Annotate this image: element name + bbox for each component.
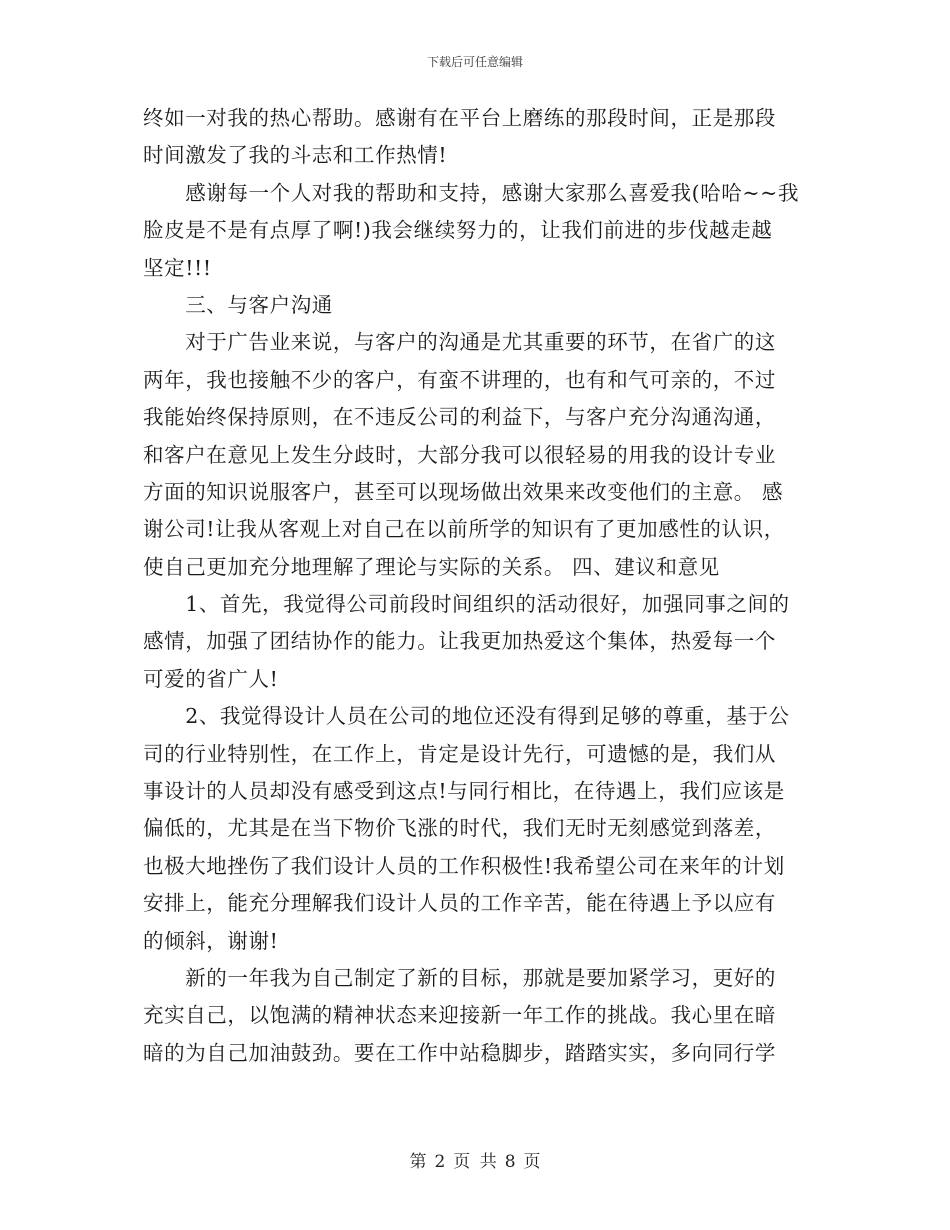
text-line: 脸皮是不是有点厚了啊!)我会继续努力的，让我们前进的步伐越走越	[143, 218, 773, 243]
text-line: 感情，加强了团结协作的能力。让我更加热爱这个集体，热爱每一个	[143, 629, 776, 654]
text-line: 安排上，能充分理解我们设计人员的工作辛苦，能在待遇上予以应有	[143, 891, 776, 916]
text-line: 2、我觉得设计人员在公司的地位还没有得到足够的尊重，基于公	[143, 704, 790, 729]
text-line: 时间激发了我的斗志和工作热情!	[143, 143, 448, 168]
text-line: 终如一对我的热心帮助。感谢有在平台上磨练的那段时间，正是那段	[143, 106, 776, 130]
text-line: 坚定!!!	[143, 255, 212, 280]
text-line: 暗的为自己加油鼓劲。要在工作中站稳脚步，踏踏实实，多向同行学	[143, 1040, 776, 1065]
page-header: 下载后可任意编辑	[426, 55, 523, 69]
text-line: 使自己更加充分地理解了理论与实际的关系。 四、建议和意见	[143, 554, 720, 579]
text-line: 也极大地挫伤了我们设计人员的工作积极性!我希望公司在来年的计划	[143, 853, 785, 878]
text-line: 和客户在意见上发生分歧时，大部分我可以很轻易的用我的设计专业	[143, 442, 776, 467]
page-label-prefix: 第	[409, 1152, 427, 1172]
text-line: 1、首先，我觉得公司前段时间组织的活动很好，加强同事之间的	[143, 592, 790, 617]
text-line: 充实自己，以饱满的精神状态来迎接新一年工作的挑战。我心里在暗	[143, 1003, 776, 1028]
text-line: 两年，我也接触不少的客户，有蛮不讲理的，也有和气可亲的，不过	[143, 367, 776, 392]
text-line: 对于广告业来说，与客户的沟通是尤其重要的环节，在省广的这	[143, 330, 776, 355]
text-line: 事设计的人员却没有感受到这点!与同行相比，在待遇上，我们应该是	[143, 779, 785, 804]
document-body	[143, 100, 805, 1072]
text-line: 的倾斜，谢谢!	[143, 928, 279, 953]
page-number-total: 8	[504, 1152, 516, 1172]
text-line: 可爱的省广人!	[143, 666, 279, 691]
body-text	[143, 100, 805, 1072]
page-label-suffix: 页	[523, 1152, 541, 1172]
page-number-current: 2	[434, 1152, 446, 1172]
text-line: 谢公司!让我从客观上对自己在以前所学的知识有了更加感性的认识，	[143, 517, 785, 542]
text-line: 偏低的，尤其是在当下物价飞涨的时代，我们无时无刻感觉到落差，	[143, 816, 776, 841]
text-line: 新的一年我为自己制定了新的目标，那就是要加紧学习，更好的	[143, 965, 776, 990]
text-line: 我能始终保持原则，在不违反公司的利益下，与客户充分沟通沟通，	[143, 405, 776, 430]
text-line: 方面的知识说服客户，甚至可以现场做出效果来改变他们的主意。 感	[143, 479, 784, 504]
text-line: 感谢每一个人对我的帮助和支持，感谢大家那么喜爱我(哈哈~~我	[143, 180, 800, 205]
text-line: 司的行业特别性，在工作上，肯定是设计先行，可遗憾的是，我们从	[143, 741, 776, 766]
page-footer	[0, 1150, 950, 1174]
page-label-mid: 页 共	[453, 1152, 497, 1172]
section-heading: 三、与客户沟通	[143, 292, 333, 317]
